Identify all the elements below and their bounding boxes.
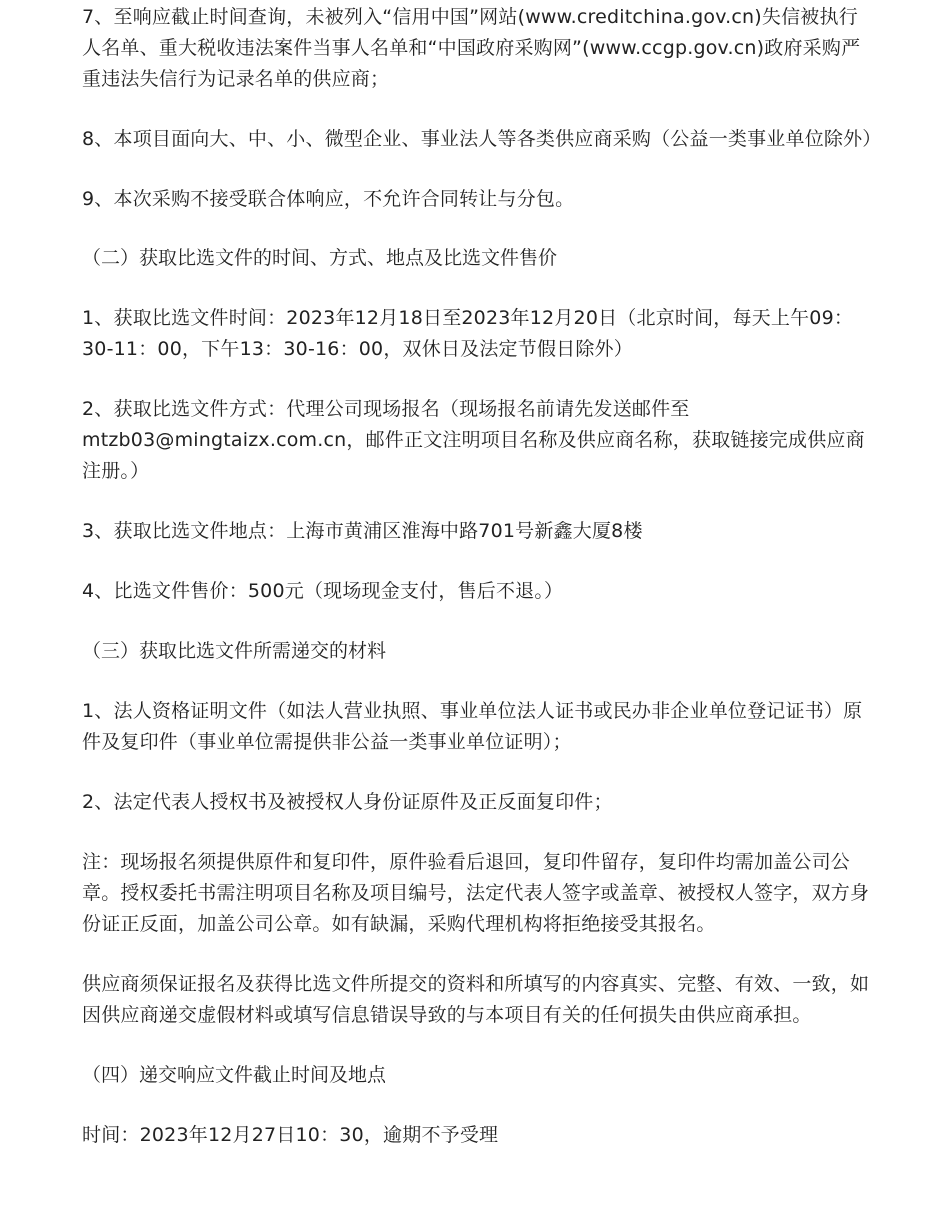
deadline-time: 时间：2023年12月27日10：30，逾期不予受理 (82, 1124, 499, 1146)
acquire-method: 2、获取比选文件方式：代理公司现场报名（现场报名前请先发送邮件至mtzb03@mingtaizx.com.cn，邮件正文注明项目名称及供应商名称，获取链接完成供应商注册。） (82, 398, 865, 482)
section-heading-4: （四）递交响应文件截止时间及地点 (82, 1064, 387, 1086)
clause-7: 7、至响应截止时间查询，未被列入“信用中国”网站(www.creditchina.gov.cn)失信被执行人名单、重大税收违法案件当事人名单和“中国政府采购网”(www.ccgp.gov.cn)政府采购严重违法失信行为记录名单的供应商； (82, 6, 861, 90)
document-body (82, 2, 882, 1151)
section-heading-2: （二）获取比选文件的时间、方式、地点及比选文件售价 (82, 247, 558, 269)
material-1: 1、法人资格证明文件（如法人营业执照、事业单位法人证书或民办非企业单位登记证书）原件及复印件（事业单位需提供非公益一类事业单位证明）； (82, 700, 863, 753)
clause-8: 8、本项目面向大、中、小、微型企业、事业法人等各类供应商采购（公益一类事业单位除外） (82, 128, 882, 150)
document-price: 4、比选文件售价：500元（现场现金支付，售后不退。） (82, 580, 564, 602)
material-2: 2、法定代表人授权书及被授权人身份证原件及正反面复印件； (82, 791, 613, 813)
section-heading-3: （三）获取比选文件所需递交的材料 (82, 640, 387, 662)
clause-9: 9、本次采购不接受联合体响应，不允许合同转让与分包。 (82, 188, 575, 210)
acquire-location: 3、获取比选文件地点：上海市黄浦区淮海中路701号新鑫大厦8楼 (82, 520, 643, 542)
acquire-time: 1、获取比选文件时间：2023年12月18日至2023年12月20日（北京时间，每天上午09：30-11：00，下午13：30-16：00，双休日及法定节假日除外） (82, 307, 854, 360)
note-paragraph: 注：现场报名须提供原件和复印件，原件验看后退回，复印件留存，复印件均需加盖公司公章。授权委托书需注明项目名称及项目编号，法定代表人签字或盖章、被授权人签字，双方身份证正反面，加盖公司公章。如有缺漏，采购代理机构将拒绝接受其报名。 (82, 851, 870, 935)
supplier-guarantee: 供应商须保证报名及获得比选文件所提交的资料和所填写的内容真实、完整、有效、一致，如因供应商递交虚假材料或填写信息错误导致的与本项目有关的任何损失由供应商承担。 (82, 973, 870, 1026)
